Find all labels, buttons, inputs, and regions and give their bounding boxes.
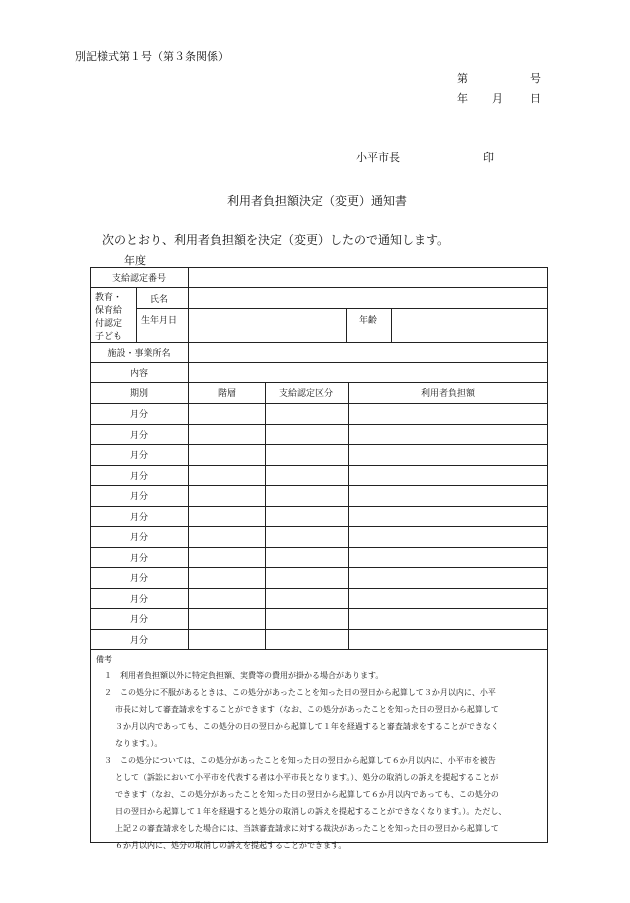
date-month: 月: [492, 92, 503, 105]
label-age: 年齢: [359, 316, 378, 326]
period-row-label: 月分: [129, 615, 149, 625]
remarks-line: ３ この処分については、この処分があったことを知った日の翌日から起算して６か月以内に、小平市を被告: [104, 756, 496, 765]
column-tier: 階層: [217, 389, 237, 399]
date-day: 日: [530, 92, 541, 105]
period-row-label: 月分: [129, 430, 149, 441]
period-row-label: 月分: [129, 471, 149, 482]
period-row-label: 月分: [129, 635, 149, 646]
period-row-label: 月分: [129, 574, 149, 584]
remarks-line: １ 利用者負担額以外に特定負担額、実費等の費用が掛かる場合があります。: [104, 671, 384, 680]
period-row-label: 月分: [129, 533, 149, 543]
seal-mark: 印: [483, 151, 494, 164]
column-period: 期別: [129, 389, 149, 399]
period-row-label: 月分: [129, 594, 149, 605]
date-year: 年: [457, 92, 468, 105]
remarks-line: 日の翌日から起算して１年を経過すると処分の取消しの訴えを提起することができなくなります。）。ただし、: [115, 807, 507, 816]
label-child-group-3: 付認定: [95, 319, 123, 329]
remarks-line: ３か月以内であっても、この処分の日の翌日から起算して１年を経過すると審査請求をすることができなく: [115, 722, 499, 731]
remarks-line: として（訴訟において小平市を代表する者は小平市長となります。）、処分の取消しの訴えを提起することが: [115, 773, 499, 782]
remarks-line: 上記２の審査請求をした場合には、当該審査請求に対する裁決があったことを知った日の翌日から起算して: [115, 824, 499, 833]
label-child-group-2: 保育給: [95, 306, 123, 316]
fiscal-year-label: 年度: [124, 254, 146, 267]
remarks-heading: 備考: [96, 655, 112, 664]
period-row-label: 月分: [129, 492, 149, 502]
column-cert-category: 支給認定区分: [278, 389, 334, 399]
label-cert-number: 支給認定番号: [111, 274, 167, 284]
label-name: 氏名: [150, 295, 169, 305]
period-row-label: 月分: [129, 410, 149, 420]
intro-text: 次のとおり、利用者負担額を決定（変更）したので通知します。: [102, 233, 450, 247]
remarks-line: ２ この処分に不服があるときは、この処分があったことを知った日の翌日から起算して３か月以内に、小平: [104, 688, 496, 697]
label-child-group-1: 教育・: [95, 293, 123, 303]
period-row-label: 月分: [129, 512, 149, 523]
remarks-line: なります。）。: [115, 739, 163, 748]
number-suffix: 号: [530, 72, 541, 85]
column-user-charge: 利用者負担額: [420, 389, 476, 399]
label-child-group-4: 子ども: [95, 332, 123, 342]
label-birth-date: 生年月日: [141, 316, 178, 326]
label-facility: 施設・事業所名: [107, 349, 171, 359]
form-reference: 別記様式第１号（第３条関係）: [75, 50, 229, 63]
label-content: 内容: [129, 369, 149, 379]
period-row-label: 月分: [129, 553, 149, 564]
issuer-name: 小平市長: [356, 151, 400, 164]
remarks-line: 市長に対して審査請求をすることができます（なお、この処分があったことを知った日の翌日から起算して: [115, 705, 499, 714]
period-row-label: 月分: [129, 451, 149, 461]
number-prefix: 第: [457, 72, 468, 85]
remarks-line: できます（なお、この処分があったことを知った日の翌日から起算して６か月以内であっても、この処分の: [115, 790, 499, 799]
remarks-line: ６か月以内に、処分の取消しの訴えを提起することができます。: [115, 841, 347, 850]
document-title: 利用者負担額決定（変更）通知書: [227, 194, 408, 208]
